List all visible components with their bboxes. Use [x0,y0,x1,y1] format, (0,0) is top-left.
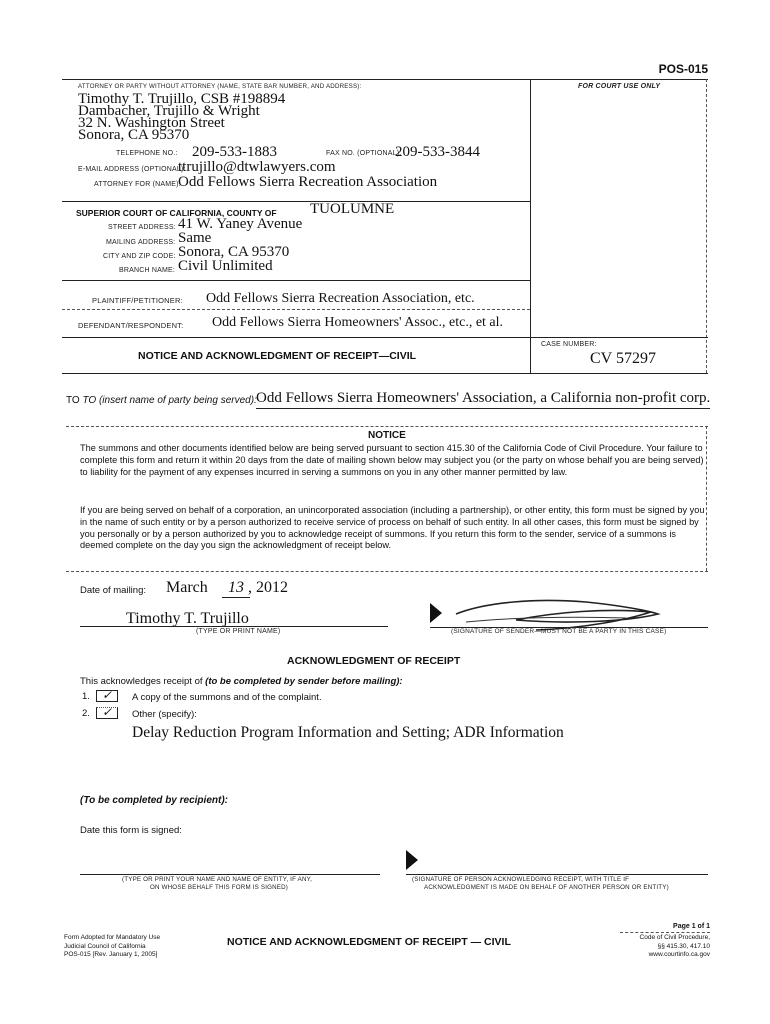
ack-intro [80,676,403,687]
street-label: STREET ADDRESS: [108,224,176,231]
top-rule [62,79,708,80]
notice-top-rule [66,426,708,427]
case-number-value: CV 57297 [590,350,656,367]
case-number-label: CASE NUMBER: [541,341,597,348]
ack-heading: ACKNOWLEDGMENT OF RECEIPT [287,655,461,667]
recipient-signature-caption-1: (SIGNATURE OF PERSON ACKNOWLEDGING RECEIPT, WITH TITLE IF [412,876,630,883]
attorney-for-label: ATTORNEY FOR (NAME): [94,181,181,188]
arrow-marker-icon [430,603,442,623]
recipient-name-caption-2: ON WHOSE BEHALF THIS FORM IS SIGNED) [150,884,289,891]
court-use-divider [530,79,531,373]
footer-title: NOTICE AND ACKNOWLEDGMENT OF RECEIPT — CIVIL [227,936,511,948]
email-label: E-MAIL ADDRESS (OPTIONAL): [78,166,186,173]
footer-left [64,934,160,960]
item1-checkmark: ✓ [102,688,113,702]
court-label: SUPERIOR COURT OF CALIFORNIA, COUNTY OF [76,208,277,218]
item1-number: 1. [82,691,90,702]
attorney-firm: Dambacher, Trujillo & Wright [78,103,260,119]
footer-page: Page 1 of 1 [673,923,710,930]
recipient-label: (To be completed by recipient): [80,795,228,806]
attorney-label: ATTORNEY OR PARTY WITHOUT ATTORNEY (NAME, STATE BAR NUMBER, AND ADDRESS): [78,83,362,90]
mailing-month: March [166,579,208,596]
recipient-signature-line[interactable] [406,874,708,875]
parties-top-rule [62,280,530,281]
court-top-rule [62,201,530,202]
city-label: CITY AND ZIP CODE: [103,253,176,260]
ack-intro-instruction: (to be completed by sender before mailing): [205,676,403,687]
court-county: TUOLUMNE [310,201,395,217]
notice-paragraph-2: If you are being served on behalf of a corporation, an unincorporated association (including a partnership), or other entity, this form must be signed by you in the name of such entity or by a person authorized to receive service of process on behalf of such entity. In all other cases, this form must be signed by you personally or by a person authorized by you to acknowledge receipt of summons. If you return this form to the sender, service of a summons is deemed complete on the day you sign the acknowledgment of receipt below. [80,505,705,551]
parties-divider [62,309,530,310]
item2-checkbox[interactable] [96,707,118,719]
fax-value: 209-533-3844 [395,144,480,160]
attorney-name: Timothy T. Trujillo, CSB #198894 [78,91,286,107]
fax-label: FAX NO. (OPTIONAL): [326,150,402,157]
arrow-marker-icon [406,850,418,870]
recipient-signature-caption-2: ACKNOWLEDGMENT IS MADE ON BEHALF OF ANOTHER PERSON OR ENTITY) [424,884,669,891]
item2-number: 2. [82,708,90,719]
telephone-label: TELEPHONE NO.: [116,150,178,157]
date-signed-label: Date this form is signed: [80,825,182,836]
sender-signature-caption: (SIGNATURE OF SENDER—MUST NOT BE A PARTY IN THIS CASE) [451,628,667,635]
branch-value: Civil Unlimited [178,258,273,274]
footer-right [640,934,710,960]
footer-page-rule [620,932,710,933]
form-title: NOTICE AND ACKNOWLEDGMENT OF RECEIPT—CIVIL [138,350,417,362]
notice-paragraph-1: The summons and other documents identified below are being served pursuant to section 415.30 of the California Code of Civil Procedure. Your failure to complete this form and return it within 20 days from the date of mailing shown below may subject you (or the party on whose behalf you are being served) to liability for the payment of any expenses incurred in serving a summons on you in any other manner permitted by law. [80,443,704,477]
to-value: Odd Fellows Sierra Homeowners' Association, a California non-profit corp. [256,390,710,409]
email-value: ttrujillo@dtwlawyers.com [178,159,336,175]
right-dashed-edge [706,79,707,373]
form-number: POS-015 [658,62,708,76]
attorney-city: Sonora, CA 95370 [78,127,190,143]
title-top-rule [62,337,708,338]
date-of-mailing-label: Date of mailing: [80,585,147,596]
recipient-name-line[interactable] [80,874,380,875]
item2-text: Other (specify): [132,709,197,720]
sender-name-line [80,626,388,627]
title-bottom-rule [62,373,708,374]
footer-left-1: Form Adopted for Mandatory Use [64,934,161,941]
item2-checkmark: ✓ [102,705,113,719]
footer-left-3: POS-015 [Rev. January 1, 2005] [64,951,158,958]
notice-heading: NOTICE [368,430,406,441]
defendant-value: Odd Fellows Sierra Homeowners' Assoc., etc., et al. [212,315,504,330]
mailing-day: 13 [222,579,250,598]
recipient-name-caption-1: (TYPE OR PRINT YOUR NAME AND NAME OF ENTITY, IF ANY, [122,876,313,883]
mailing-year: , 2012 [248,579,288,596]
telephone-value: 209-533-1883 [192,144,277,160]
sender-name-caption: (TYPE OR PRINT NAME) [196,628,281,635]
notice-bottom-rule [66,571,708,572]
defendant-label: DEFENDANT/RESPONDENT: [78,321,184,330]
notice-right-edge [706,426,707,571]
item1-checkbox[interactable] [96,690,118,702]
plaintiff-value: Odd Fellows Sierra Recreation Association, etc. [206,291,475,306]
ack-intro-text: This acknowledges receipt of [80,676,206,687]
plaintiff-label: PLAINTIFF/PETITIONER: [92,296,183,305]
footer-left-2: Judicial Council of California [64,942,146,950]
mailing-label: MAILING ADDRESS: [106,239,176,246]
footer-right-3: www.courtinfo.ca.gov [648,951,710,958]
city-value: Sonora, CA 95370 [178,244,290,260]
attorney-street: 32 N. Washington Street [78,115,225,131]
street-value: 41 W. Yaney Avenue [178,216,303,232]
sender-name: Timothy T. Trujillo [126,610,249,627]
footer-right-2: §§ 415.30, 417.10 [657,942,710,950]
footer-right-1: Code of Civil Procedure, [639,934,710,941]
court-use-label: FOR COURT USE ONLY [578,83,661,90]
to-label-text: TO (insert name of party being served): [82,395,257,406]
attorney-for-value: Odd Fellows Sierra Recreation Association [178,174,438,190]
to-label: TO TO (insert name of party being served): [66,395,257,406]
item1-text: A copy of the summons and of the complaint. [132,692,322,703]
item2-value: Delay Reduction Program Information and Setting; ADR Information [132,724,564,741]
branch-label: BRANCH NAME: [119,267,176,274]
mailing-value: Same [178,230,212,246]
